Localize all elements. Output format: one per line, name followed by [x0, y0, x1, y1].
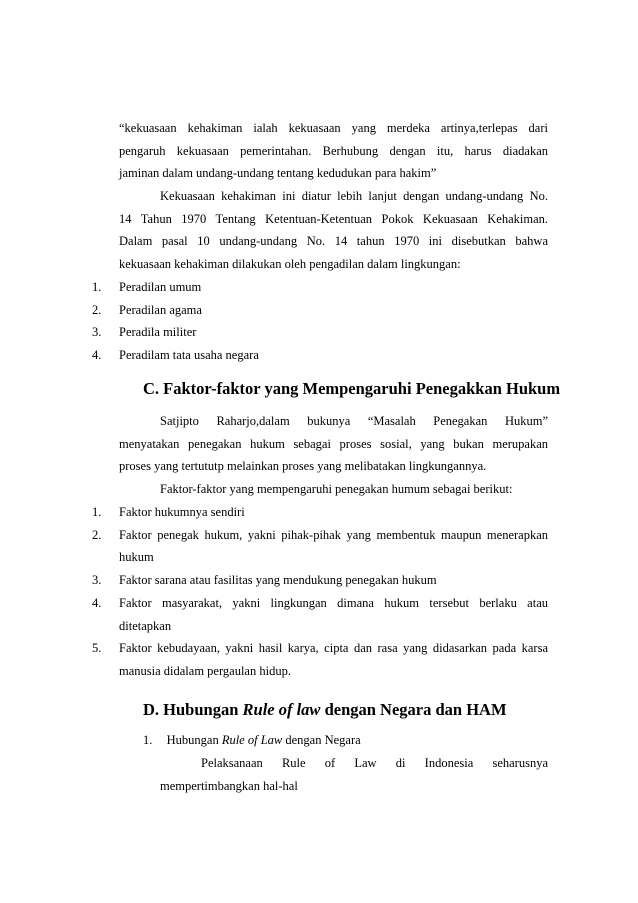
text-line: Satjipto Raharjo,dalam bukunya “Masalah Penegakan Hukum”: [160, 414, 548, 428]
list-text: ditetapkan: [119, 618, 172, 633]
list-number: 1.: [92, 280, 102, 294]
list-number: 3.: [92, 573, 102, 588]
text-line: menyatakan penegakan hukum sebagai proses sosial, yang bukan merupakan: [119, 436, 548, 451]
quote-paragraph: [119, 117, 548, 185]
subheading-text: Hubungan: [166, 733, 222, 747]
list-number: 4.: [92, 595, 102, 610]
section-heading-d: [143, 700, 507, 720]
list-number: 2.: [92, 527, 102, 542]
text-line: pengaruh kekuasaan pemerintahan. Berhubung dengan itu, harus diadakan: [119, 143, 548, 158]
text-line: 14 Tahun 1970 Tentang Ketentuan-Ketentuan Pokok Kekuasaan Kehakiman.: [119, 211, 548, 226]
list-text: Faktor penegak hukum, yakni pihak-pihak yang membentuk maupun menerapkan: [119, 527, 548, 542]
list-text: Faktor sarana atau fasilitas yang mendukung penegakan hukum: [119, 573, 437, 588]
body-paragraph: [160, 752, 548, 797]
text-line: kekuasaan kehakiman dilakukan oleh pengadilan dalam lingkungan:: [119, 257, 461, 272]
list-number: 3.: [92, 325, 102, 340]
text-line: mempertimbangkan hal-hal: [160, 778, 298, 793]
subheading-italic-text: Rule of Law: [221, 733, 283, 747]
text-line: “kekuasaan kehakiman ialah kekuasaan yang merdeka artinya,terlepas dari: [119, 121, 548, 135]
list-text: Faktor kebudayaan, yakni hasil karya, cipta dan rasa yang didasarkan pada karsa: [119, 641, 548, 656]
list-item: [92, 524, 548, 569]
list-text: hukum: [119, 550, 154, 565]
list-number: 4.: [92, 348, 102, 363]
list-item: [92, 321, 548, 344]
section-heading-c: C. Faktor-faktor yang Mempengaruhi Penegakkan Hukum: [143, 379, 561, 398]
list-text: Peradilam tata usaha negara: [119, 348, 259, 363]
text-line: Faktor-faktor yang mempengaruhi penegakan humum sebagai berikut:: [160, 482, 513, 497]
list-item: [92, 276, 548, 299]
list-item: [92, 569, 548, 592]
list-item: [92, 592, 548, 637]
list-text: Faktor masyarakat, yakni lingkungan dimana hukum tersebut berlaku atau: [119, 595, 548, 610]
heading-italic-text: Rule of law: [242, 700, 321, 719]
heading-text: dengan Negara dan HAM: [320, 700, 507, 719]
list-number: 1.: [92, 505, 102, 519]
text-line: jaminan dalam undang-undang tentang kedudukan para hakim”: [119, 166, 437, 181]
list-text: manusia didalam pergaulan hidup.: [119, 663, 291, 678]
text-line: Dalam pasal 10 undang-undang No. 14 tahun 1970 ini disebutkan bahwa: [119, 234, 548, 249]
list-text: Peradila militer: [119, 325, 197, 340]
list-number: 2.: [92, 302, 102, 317]
subheading-1: [143, 729, 361, 752]
list-text: Faktor hukumnya sendiri: [119, 505, 245, 519]
text-line: Kekuasaan kehakiman ini diatur lebih lanjut dengan undang-undang No.: [160, 189, 548, 203]
list-number: 5.: [92, 641, 102, 656]
heading-text: D. Hubungan: [143, 700, 243, 719]
list-item: [92, 344, 548, 367]
body-paragraph: [119, 185, 548, 276]
court-list: [92, 276, 548, 367]
list-text: Peradilan umum: [119, 280, 202, 294]
text-line: proses yang tertututp melainkan proses yang melibatakan lingkungannya.: [119, 459, 487, 474]
body-paragraph: [119, 410, 548, 501]
list-item: [92, 299, 548, 322]
list-text: Peradilan agama: [119, 302, 202, 317]
list-item: [92, 637, 548, 682]
subheading-text: dengan Negara: [282, 733, 361, 747]
list-number: 1.: [143, 733, 153, 747]
factor-list: [92, 501, 548, 683]
list-item: [92, 501, 548, 524]
text-line: Pelaksanaan Rule of Law di Indonesia seharusnya: [201, 756, 548, 770]
